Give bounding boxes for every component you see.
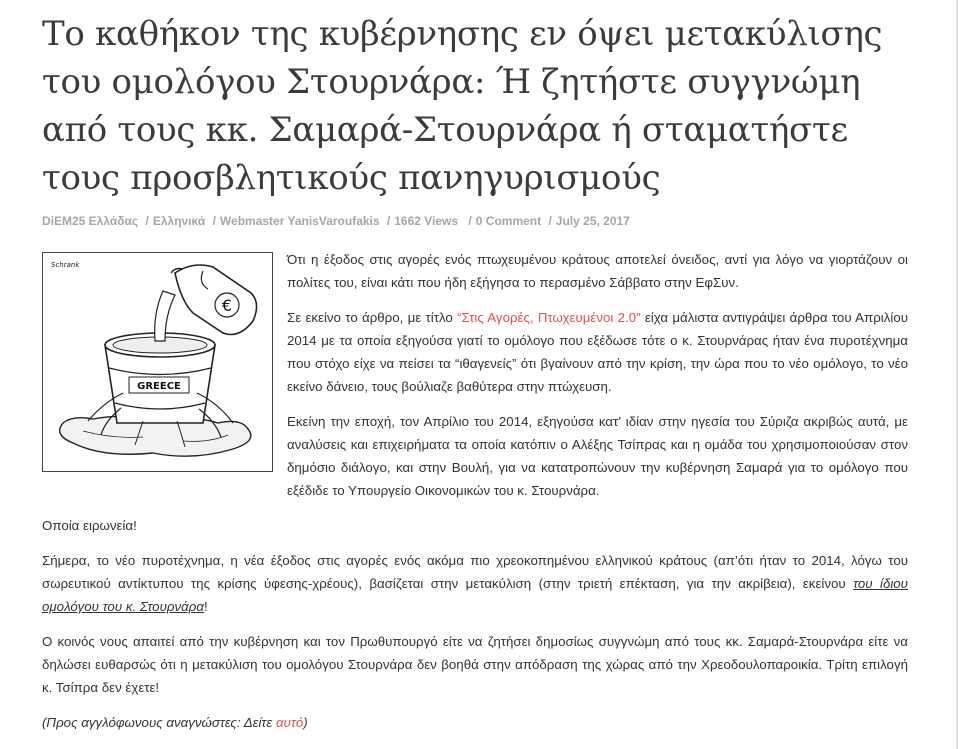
meta-views: 1662 Views [394,214,459,228]
paragraph-2-text-before: Σε εκείνο το άρθρο, με τίτλο [287,310,458,325]
cartoon-illustration [43,253,272,471]
bucket-label: GREECE [137,381,181,392]
meta-author[interactable]: Webmaster YanisVaroufakis [219,214,380,228]
meta-date: July 25, 2017 [555,214,630,228]
paragraph-5 [42,549,908,618]
article [42,0,908,746]
paragraph-6: Ο κοινός νους απαιτεί από την κυβέρνηση και τον Πρωθυπουργό είτε να ζητήσει δημοσίως συγγνώμη από τους κκ. Σαμαρά-Στουρνάρα είτε να δηλώσει ευθαρσώς ότι η μετακύλιση του ομολόγου Στουρνάρα δεν βοηθά στην απόδραση της χώρας από την Χρεοδουλοπαροικία. Τρίτη επιλογή κ. Τσίπρα δεν έχετε! [42,634,908,695]
paragraph-1: Ότι η έξοδος στις αγορές ενός πτωχευμένου κράτους αποτελεί όνειδος, αντί για λόγο να γιορτάζουν οι πολίτες του, είναι κάτι που ήδη εξήγησα το περασμένο Σάββατο στην ΕφΣυν. [287,252,908,290]
article-meta [42,214,908,228]
article-content [42,248,908,734]
meta-separator: / [212,214,216,228]
cartoon-image [42,252,273,472]
meta-separator: / [145,214,149,228]
paragraph-4: Οποία ειρωνεία! [42,518,137,533]
cartoon-signature: Schrank [51,261,80,269]
meta-category-diem25[interactable]: DiEM25 Ελλάδας [42,214,139,228]
paragraph-3: Εκείνη την εποχή, τον Απρίλιο του 2014, εξηγούσα κατ’ ιδίαν στην ηγεσία του Σύριζα ακριβώς αυτά, με αναλύσεις και επιχειρήματα τα οποία κατόπιν ο Αλέξης Τσίπρας και η ομάδα του χρησιμοποιούσαν στον δημόσιο διάλογο, και στην Βουλή, για να κατατροπώνουν την κυβέρνηση Σαμαρά για το ομόλογο που εξέδιδε το Υπουργείο Οικονομικών του κ. Στουρνάρα. [287,414,908,498]
paragraph-7-text-after: ) [303,715,308,730]
link-stis-agores[interactable]: “Στις Αγορές, Πτωχευμένοι 2.0” [457,310,641,325]
paragraph-5-text-after: ! [203,599,208,614]
paragraph-5-text-before: Σήμερα, το νέο πυροτέχνημα, η νέα έξοδος στις αγορές ενός ακόμα πιο χρεοκοπημένου ελληνικού κράτους (απ’ότι ήταν το 2014, λόγω του σωρευτικού αντίκτυπου της κρίσης ύφεσης-χρέους), βασίζεται στην μετακύλιση (στην τριετή επέκταση, για την ακρίβεια), εκείνου [42,553,908,591]
paragraph-2-text-after: είχα μάλιστα αντιγράψει άρθρα του Απριλίου 2014 με τα οποία εξηγούσα γιατί το ομόλογο που εξέδωσε τότε ο κ. Στουρνάρας ήταν ένα πυροτέχνημα που στόχο είχε να πείσει τα “ιθαγενείς” ότι βγαίνουν από την κρίση, την ώρα που το νέο ομόλογο, το νέο εκείνο δάνειο, τους βούλιαζε βαθύτερα στην πτώχευση. [287,310,908,394]
meta-separator: / [386,214,391,228]
meta-separator: / [468,214,472,228]
paragraph-7-text-before: (Προς αγγλόφωνους αναγνώστες: Δείτε [42,715,276,730]
article-title: Το καθήκον της κυβέρνησης εν όψει μετακύλισης του ομολόγου Στουρνάρα: Ή ζητήστε συγγνώμη από τους κκ. Σαμαρά-Στουρνάρα ή σταματήστε τους προσβλητικούς πανηγυρισμούς [42,14,883,198]
paragraph-7 [42,711,908,734]
link-idiou-omologou[interactable]: του ίδιου ομολόγου του κ. Στουρνάρα [42,576,908,614]
meta-separator: / [548,214,552,228]
euro-symbol: € [221,296,233,315]
meta-comments[interactable]: 0 Comment [475,214,542,228]
link-auto[interactable]: αυτό [275,715,304,730]
meta-category-greek[interactable]: Ελληνικά [152,214,206,228]
